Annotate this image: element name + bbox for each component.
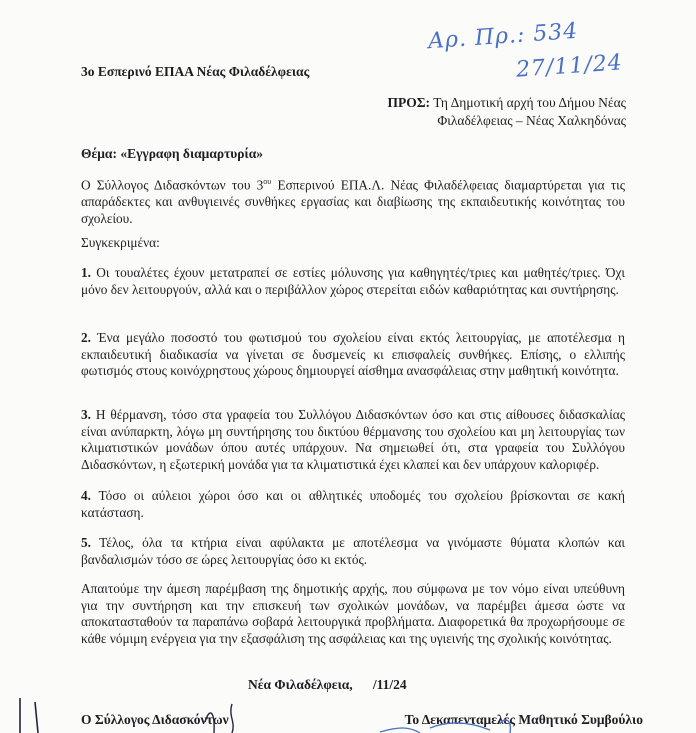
point-5 xyxy=(81,535,625,568)
signature-teachers-association: Ο Σύλλογος Διδασκόντων xyxy=(81,712,229,727)
demand-paragraph: Απαιτούμε την άμεση παρέμβαση της δημοτικής αρχής, που σύμφωνα με τον νόμο είναι υπεύθυνη για την συντήρηση και την επισκευή των σχολικών μονάδων, να παρέμβει άμεσα ώστε να αποκατασταθούν τα παραπάνω σοβαρά λειτουργικά προβλήματα. Διαφορετικά θα προχωρήσουμε σε κάθε νόμιμη ενέργεια για την εξασφάλιση της ασφάλειας και της υγιεινής της σχολικής κοινότητας. xyxy=(81,581,625,646)
point-3 xyxy=(81,407,625,473)
specifically-label: Συγκεκριμένα: xyxy=(81,235,160,250)
point-4 xyxy=(81,488,625,521)
point-number: 2. xyxy=(81,330,91,345)
point-number: 3. xyxy=(81,407,91,422)
point-1 xyxy=(81,265,625,298)
protocol-date-handwritten: 27/11/24 xyxy=(515,50,624,83)
protocol-number-handwritten: Αρ. Πρ.: 534 xyxy=(427,18,580,55)
ordinal-superscript: ου xyxy=(263,177,272,186)
point-number: 4. xyxy=(81,488,91,503)
recipient-line-2: Φιλαδέλφειας – Νέας Χαλκηδόνας xyxy=(437,113,626,128)
point-text: Τόσο οι αύλειοι χώροι όσο και οι αθλητικές υποδομές του σχολείου βρίσκονται σε κακή κατάσταση. xyxy=(81,488,625,520)
point-text: Ένα μεγάλο ποσοστό του φωτισμού του σχολείου είναι εκτός λειτουργίας, με αποτέλεσμα η εκπαιδευτική διαδικασία να γίνεται σε δυσμενείς κι επισφαλείς συνθήκες. Επίσης, ο ελλιπής φωτισμός στους κοινόχρηστους χώρους δημιουργεί αίσθημα ανασφάλειας στην μαθητική κοινότητα. xyxy=(81,330,625,379)
intro-text-start: Ο Σύλλογος Διδασκόντων του 3 xyxy=(81,177,264,193)
place: Νέα Φιλαδέλφεια, xyxy=(248,677,353,692)
signature-student-council: Το Δεκαπενταμελές Μαθητικό Συμβούλιο xyxy=(404,712,643,727)
point-text: Οι τουαλέτες έχουν μετατραπεί σε εστίες μόλυνσης για καθηγητές/τριες και μαθητές/τριες. Όχι μόνο δεν λειτουργούν, αλλά και ο περιβάλλον χώρος στερείται ειδών καθαριότητας και συντήρησης. xyxy=(81,265,625,297)
intro-paragraph xyxy=(81,174,625,227)
point-number: 5. xyxy=(81,535,91,550)
point-number: 1. xyxy=(81,265,91,280)
subject-line: Θέμα: «Εγγραφη διαμαρτυρία» xyxy=(81,146,263,161)
recipient-label: ΠΡΟΣ: xyxy=(387,95,431,110)
place-date-line xyxy=(248,677,407,693)
point-text: Τέλος, όλα τα κτήρια είναι αφύλακτα με αποτέλεσμα να γινόμαστε θύματα κλοπών και βανδαλισμών τόσο σε ώρες λειτουργίας όσο κι εκτός. xyxy=(81,535,625,567)
recipient-line-1: Τη Δημοτική αρχή του Δήμου Νέας xyxy=(433,95,626,110)
school-name: 3ο Εσπερινό ΕΠΑΑ Νέας Φιλαδέλφειας xyxy=(81,64,310,79)
point-2 xyxy=(81,330,625,380)
recipient-block xyxy=(346,94,626,130)
intro-text-end: Εσπερινού ΕΠΑ.Λ. Νέας Φιλαδέλφειας διαμαρτύρεται για τις απαράδεκτες και ανθυγιεινές συνθήκες εργασίας και διαβίωσης της εκπαιδευτικής κοινότητας του σχολείου. xyxy=(81,177,626,226)
date: /11/24 xyxy=(372,677,407,692)
point-text: Η θέρμανση, τόσο στα γραφεία του Συλλόγου Διδασκόντων όσο και στις αίθουσες διδασκαλίας είναι ανύπαρκτη, λόγω μη συντήρησης του δικτύου θέρμανσης του σχολείου και μη λειτουργίας των κλιματιστικών μονάδων όπου αυτές υπάρχουν. Να σημειωθεί ότι, στα γραφεία του Συλλόγου Διδασκόντων, η εξωτερική μονάδα για τα κλιματιστικά έχει κλαπεί και δεν υπάρχουν καλοριφέρ. xyxy=(81,407,625,472)
